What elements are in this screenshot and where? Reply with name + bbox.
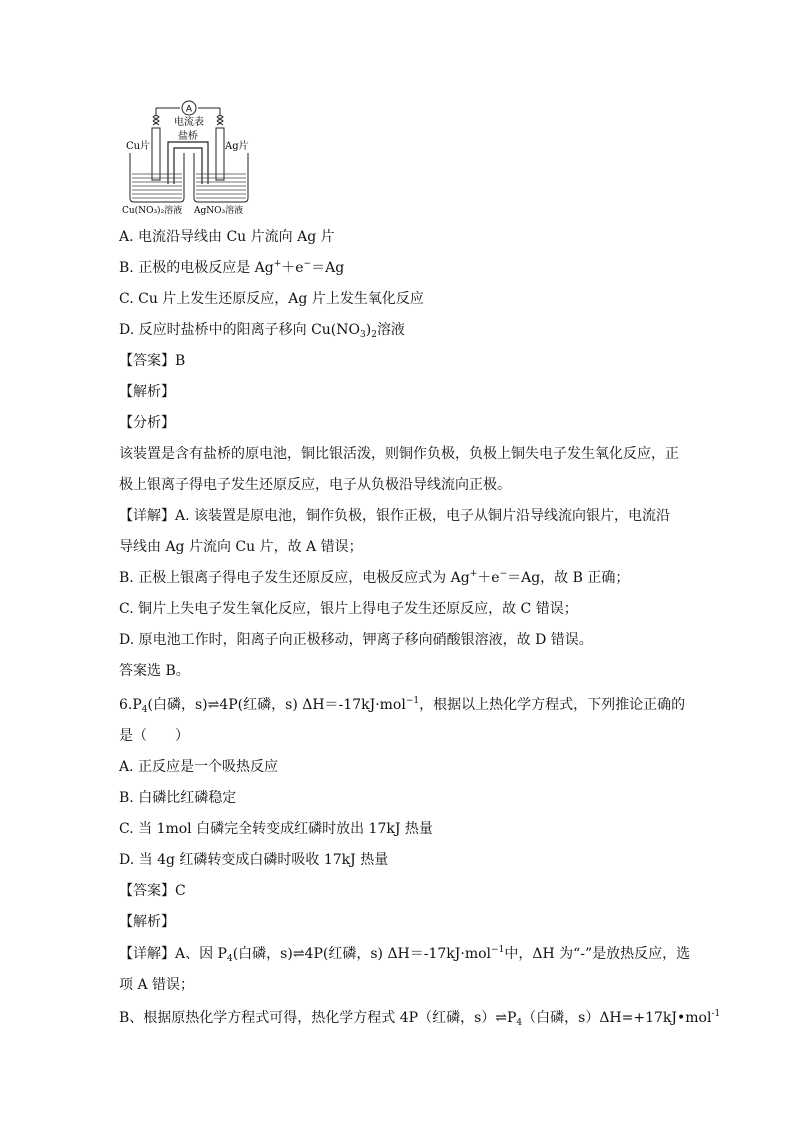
beaker-left [130,153,184,202]
subscript: 3 [360,330,366,340]
q6-option-c: C. 当 1mol 白磷完全转变成红磷时放出 17kJ 热量 [119,821,433,837]
coil-left [153,116,159,126]
text-span: B. 正极上银离子得电子发生还原反应，电极反应式为 Ag [119,570,470,586]
solution-hatching [132,174,246,198]
text-span: B. 正极的电极反应是 Ag [119,260,274,276]
ag-solution-label: AgNO₃溶液 [194,206,244,216]
cu-electrode-label: Cu片 [126,141,151,152]
text-span: ) [365,322,372,338]
q5-conclusion: 答案选 B。 [119,663,190,679]
superscript: + [469,569,478,579]
q6-analysis-heading: 【解析】 [119,914,175,930]
q5-option-b [119,258,344,278]
q6-stem-1 [119,695,685,715]
ag-electrode-label: Ag片 [225,141,249,152]
superscript: -1 [711,1009,721,1019]
salt-bridge-inner [174,148,202,184]
q6-option-d: D. 当 4g 红磷转变成白磷时吸收 17kJ 热量 [119,852,389,868]
q5-answer: 【答案】B [119,353,186,369]
superscript: + [273,259,282,269]
q6-option-b: B. 白磷比红磷稳定 [119,790,237,806]
salt-bridge-label: 盐桥 [178,131,198,142]
superscript: −1 [405,696,420,706]
q5-option-d [119,320,405,340]
q6-detail-a-1 [119,944,690,964]
text-span: ＋e [281,260,304,276]
subscript: 4 [226,954,233,964]
q6-detail-b [119,1008,720,1028]
q6-detail-a-2: 项 A 错误； [119,977,195,993]
coil-right [217,116,223,126]
q5-detail-b [119,568,629,588]
galvanic-cell-diagram [120,98,260,216]
text-span: 中，ΔH 为“-”是放热反应，选 [504,946,691,962]
cu-solution-label: Cu(NO₃)₂溶液 [122,206,183,216]
text-span: 溶液 [376,322,405,338]
text-span: (白磷，s)⇌4P(红磷，s) ΔH＝-17kJ·mol [147,697,406,713]
cu-electrode [152,128,160,180]
text-span: ＋e [477,570,500,586]
q6-option-a: A. 正反应是一个吸热反应 [119,759,279,775]
q6-answer: 【答案】C [119,883,186,899]
q5-analysis-heading: 【解析】 [119,384,175,400]
q5-analysis-text-1: 该装置是含有盐桥的原电池，铜比银活泼，则铜作负极，负极上铜失电子发生氧化反应，正 [119,446,679,462]
ag-electrode [216,128,224,180]
superscript: − [499,569,508,579]
q6-stem-2: 是（ ） [119,728,189,744]
text-span: ＝Ag [311,260,345,276]
q5-detail-a-1: 【详解】A. 该装置是原电池，铜作负极，银作正极，电子从铜片沿导线流向银片，电流沿 [119,508,671,524]
text-span: （白磷，s）ΔH=+17kJ•mol [522,1010,712,1026]
superscript: − [303,259,312,269]
q5-detail-a-2: 导线由 Ag 片流向 Cu 片，故 A 错误； [119,539,363,555]
q5-option-c: C. Cu 片上发生还原反应，Ag 片上发生氧化反应 [119,291,424,307]
text-span: (白磷，s)⇌4P(红磷，s) ΔH＝-17kJ·mol [232,946,492,962]
text-span: D. 反应时盐桥中的阳离子移向 Cu(NO [119,322,360,338]
q5-detail-c: C. 铜片上失电子发生氧化反应，银片上得电子发生还原反应，故 C 错误； [119,601,578,617]
q5-analysis-text-2: 极上银离子得电子发生还原反应，电子从负极沿导线流向正极。 [119,477,511,493]
ammeter-label: 电流表 [174,117,204,128]
ammeter-symbol: A [185,104,193,115]
text-span: 6.P [119,697,142,713]
text-span: 【详解】A、因 P [119,946,227,962]
text-span: ＝Ag，故 B 正确； [507,570,630,586]
subscript: 2 [371,330,377,340]
superscript: −1 [491,945,505,955]
text-span: B、根据原热化学方程式可得，热化学方程式 4P（红磷，s）⇌P [119,1010,517,1026]
subscript: 4 [141,705,148,715]
q5-detail-d: D. 原电池工作时，阳离子向正极移动，钾离子移向硝酸银溶液，故 D 错误。 [119,632,593,648]
subscript: 4 [516,1018,523,1028]
q5-option-a: A. 电流沿导线由 Cu 片流向 Ag 片 [119,229,335,245]
text-span: ，根据以上热化学方程式，下列推论正确的 [419,697,686,713]
q5-analysis-subheading: 【分析】 [119,415,175,431]
